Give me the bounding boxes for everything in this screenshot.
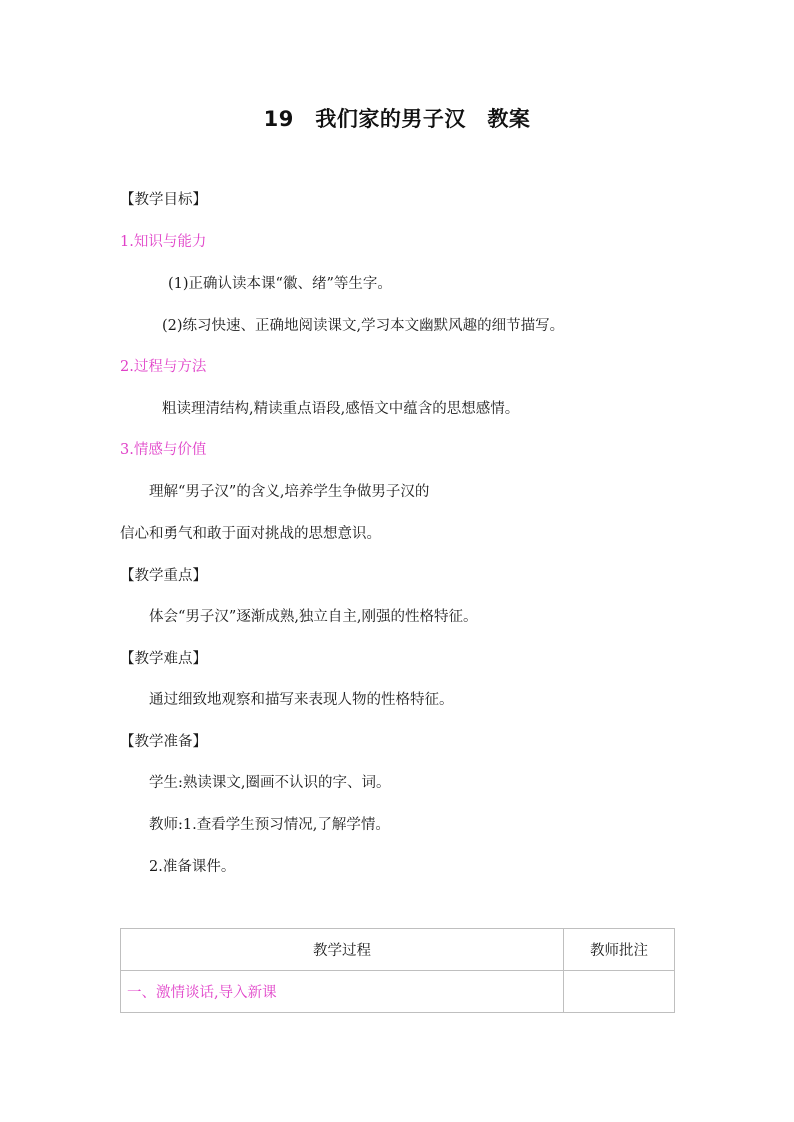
key-points-heading: 【教学重点】 [120, 568, 207, 584]
goal1-item1: (1)正确认读本课“徽、绪”等生字。 [168, 276, 392, 292]
table-header-row [121, 929, 675, 971]
goals-heading: 【教学目标】 [120, 192, 207, 208]
preparation-student: 学生:熟读课文,圈画不认识的字、词。 [149, 775, 391, 791]
goal3-text-line1: 理解“男子汉”的含义,培养学生争做男子汉的 [149, 484, 430, 500]
preparation-heading: 【教学准备】 [120, 734, 207, 750]
preparation-teacher-1: 教师:1.查看学生预习情况,了解学情。 [149, 817, 390, 833]
process-step-1: 一、激情谈话,导入新课 [121, 971, 564, 1013]
key-points-text: 体会“男子汉”逐渐成熟,独立自主,刚强的性格特征。 [149, 609, 478, 625]
goal1-heading: 1.知识与能力 [120, 234, 207, 250]
table-row [121, 971, 675, 1013]
teacher-note-cell [564, 971, 675, 1013]
page-title: 19 我们家的男子汉 教案 [263, 107, 531, 131]
goal3-heading: 3.情感与价值 [120, 442, 207, 458]
goal3-text-line2: 信心和勇气和敢于面对挑战的思想意识。 [120, 526, 381, 542]
preparation-teacher-2: 2.准备课件。 [149, 859, 236, 875]
goal2-text: 粗读理清结构,精读重点语段,感悟文中蕴含的思想感情。 [162, 401, 520, 417]
difficulties-text: 通过细致地观察和描写来表现人物的性格特征。 [149, 692, 454, 708]
difficulties-heading: 【教学难点】 [120, 651, 207, 667]
header-teacher-notes: 教师批注 [564, 929, 675, 971]
goal1-item2: (2)练习快速、正确地阅读课文,学习本文幽默风趣的细节描写。 [162, 318, 565, 334]
goal2-heading: 2.过程与方法 [120, 359, 207, 375]
header-teaching-process: 教学过程 [121, 929, 564, 971]
teaching-process-table [120, 928, 675, 1013]
